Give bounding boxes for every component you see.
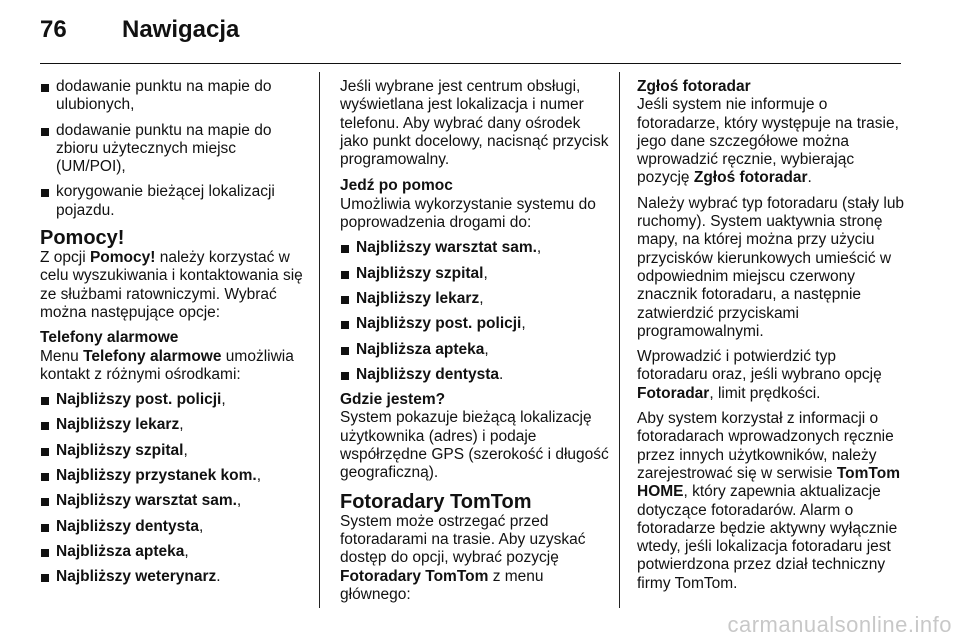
list-item xyxy=(40,391,310,409)
page-number: 76 xyxy=(40,16,67,43)
subheading-zglos: Zgłoś fotoradar xyxy=(637,78,751,95)
list-item-text: Najbliższy lekarz xyxy=(356,289,480,307)
bold-text: TomTom HOME xyxy=(637,464,900,501)
section-heading-fotoradary: Fotoradary TomTom xyxy=(340,490,532,513)
list-item xyxy=(40,518,310,536)
list-item-text: Najbliższa apteka xyxy=(356,340,485,358)
text: umożliwia kontakt z różnymi ośrodkami: xyxy=(40,347,294,383)
list-item-text: Najbliższy dentysta xyxy=(356,365,499,383)
column-2 xyxy=(340,78,610,611)
list-item-text: korygowanie bieżącej lokalizacji pojazdu. xyxy=(56,183,275,219)
fotoradary-paragraph xyxy=(340,513,610,604)
punctuation: , xyxy=(221,391,226,409)
telefony-list xyxy=(40,391,310,586)
bold-text: Zgłoś fotoradar xyxy=(693,169,808,187)
punctuation: , xyxy=(521,315,526,333)
list-item xyxy=(40,78,310,115)
list-item-text: dodawanie punktu na mapie do zbioru użytecznych miejsc (UM/POI), xyxy=(56,121,272,176)
punctuation: , xyxy=(236,492,242,510)
list-item-text: Najbliższy dentysta xyxy=(56,517,199,535)
bold-text: Fotoradar xyxy=(637,384,710,402)
text: Menu xyxy=(40,347,84,365)
punctuation: , xyxy=(479,289,484,307)
bold-text: Fotoradary TomTom xyxy=(340,567,489,585)
list-item-text: dodawanie punktu na mapie do ulubionych, xyxy=(56,78,272,114)
text: z menu głównego: xyxy=(340,567,544,603)
list-item xyxy=(340,315,610,333)
punctuation: , xyxy=(179,416,184,434)
list-item xyxy=(340,366,610,384)
list-item-text: Najbliższy szpital xyxy=(356,264,484,282)
section-heading-pomocy: Pomocy! xyxy=(40,227,125,250)
text: Aby system korzystał z informacji o fotoradarach wprowadzonych ręcznie przez innych użytkowników, należy zarejestrować się w serwisie xyxy=(637,410,894,482)
punctuation: , xyxy=(483,264,488,282)
page-title: Nawigacja xyxy=(122,16,240,43)
bold-text: Pomocy! xyxy=(89,249,156,267)
punctuation: , xyxy=(484,340,489,358)
text: Z opcji xyxy=(40,249,90,267)
list-item-text: Najbliższy post. policji xyxy=(356,315,522,333)
zglos-paragraph xyxy=(637,96,907,187)
list-item xyxy=(40,442,310,460)
list-item-text: Najbliższy weterynarz xyxy=(56,568,217,586)
list-item-text: Najbliższy post. policji xyxy=(56,391,222,409)
intro-paragraph: Jeśli wybrane jest centrum obsługi, wyświetlana jest lokalizacja i numer telefonu. Aby wybrać dany ośrodek jako punkt docelowy, nacisnąć przycisk programowalny. xyxy=(340,78,609,169)
text: . xyxy=(807,169,812,187)
telefony-paragraph xyxy=(40,348,310,385)
punctuation: , xyxy=(184,542,189,560)
column-divider-1 xyxy=(319,72,320,608)
jedz-list xyxy=(340,239,610,384)
list-item xyxy=(340,239,610,257)
list-item xyxy=(40,543,310,561)
subheading-telefony: Telefony alarmowe xyxy=(40,329,179,347)
column-divider-2 xyxy=(619,72,620,608)
punctuation: , xyxy=(536,239,542,257)
list-item xyxy=(40,492,310,510)
list-item-text: Najbliższy przystanek kom. xyxy=(56,467,257,485)
punctuation: , xyxy=(199,517,204,535)
punctuation: . xyxy=(499,365,504,383)
list-item xyxy=(40,568,310,586)
list-item-text: Najbliższy lekarz xyxy=(56,416,180,434)
text: należy korzystać w celu wyszukiwania i kontaktowania się ze służbami ratowniczymi. Wybrać można następujące opcje: xyxy=(40,249,303,321)
punctuation: . xyxy=(216,568,221,586)
text: , limit prędkości. xyxy=(709,384,821,402)
list-item xyxy=(40,416,310,434)
list-item xyxy=(340,341,610,359)
tomtom-home-paragraph xyxy=(637,410,907,593)
favorites-list xyxy=(40,78,310,220)
subheading-gdzie: Gdzie jestem? xyxy=(340,391,446,409)
list-item xyxy=(40,122,310,177)
watermark: carmanualsonline.info xyxy=(727,612,952,637)
list-item-text: Najbliższy szpital xyxy=(56,441,184,459)
subheading-jedz: Jedź po pomoc xyxy=(340,177,453,195)
text: Wprowadzić i potwierdzić typ fotoradaru oraz, jeśli wybrano opcję xyxy=(637,348,882,384)
list-item xyxy=(340,290,610,308)
list-item xyxy=(340,265,610,283)
punctuation: , xyxy=(256,467,262,485)
list-item xyxy=(40,183,310,220)
list-item-text: Najbliższa apteka xyxy=(56,542,185,560)
header-rule xyxy=(40,63,901,64)
text: Jeśli system nie informuje o fotoradarze, który występuje na trasie, jego dane szczegółowe można wprowadzić ręcznie, wybierając pozycję xyxy=(637,96,899,187)
gdzie-paragraph: System pokazuje bieżącą lokalizację użytkownika (adres) i podaje współrzędne GPS (szerokość i długość geograficzną). xyxy=(340,409,609,482)
type-paragraph: Należy wybrać typ fotoradaru (stały lub ruchomy). System uaktywnia stronę mapy, na której można przy użyciu przycisków kierunkowych umieścić w odpowiednim miejscu czerwony znacznik fotoradaru, a następnie zatwierdzić przyciskami programowalnymi. xyxy=(637,194,905,340)
list-item-text: Najbliższy warsztat sam. xyxy=(356,239,537,257)
column-3 xyxy=(637,78,907,600)
list-item-text: Najbliższy warsztat sam. xyxy=(56,492,237,510)
list-item xyxy=(40,467,310,485)
text: System może ostrzegać przed fotoradarami na trasie. Aby uzyskać dostęp do opcji, wybrać pozycję xyxy=(340,512,586,567)
text: , który zapewnia aktualizacje dotyczące fotoradarów. Alarm o fotoradarze będzie aktywny wyłącznie wtedy, jeśli lokalizacja fotoradaru jest potwierdzona przez dział techniczny firmy TomTom. xyxy=(637,483,898,592)
column-1 xyxy=(40,78,310,594)
pomocy-paragraph xyxy=(40,249,310,322)
confirm-paragraph xyxy=(637,348,907,403)
punctuation: , xyxy=(183,441,188,459)
jedz-paragraph: Umożliwia wykorzystanie systemu do poprowadzenia drogami do: xyxy=(340,195,596,232)
bold-text: Telefony alarmowe xyxy=(83,347,222,365)
